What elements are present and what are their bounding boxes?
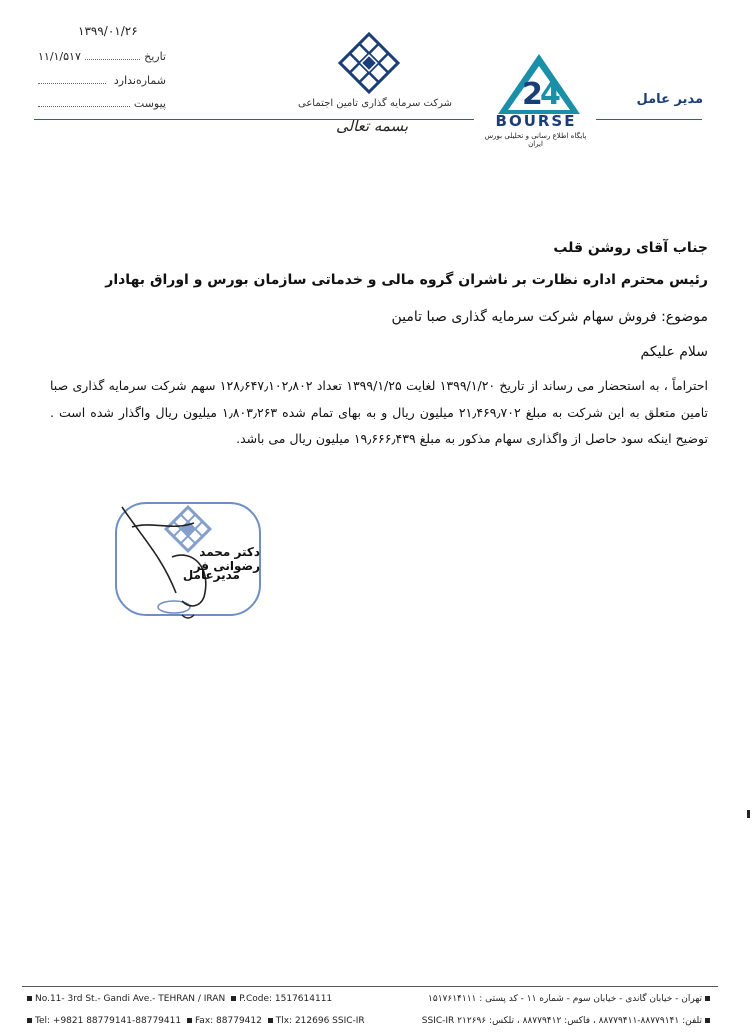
bourse-logo-icon xyxy=(496,52,582,116)
tamin-logo-icon xyxy=(336,30,402,96)
letter-date-handwritten: ۱۳۹۹/۰۱/۲۶ xyxy=(78,24,138,38)
date-value: ۱۱/۱/۵۱۷ xyxy=(38,50,81,63)
attachment-row xyxy=(34,97,166,110)
footer-postcode-text: P.Code: 1517614111 xyxy=(239,994,333,1004)
bourse-wordmark: BOURSE xyxy=(495,112,577,130)
bullet-icon xyxy=(27,1018,32,1023)
footer-contact-en xyxy=(24,1016,365,1026)
footer-contact-fa xyxy=(422,1016,713,1026)
company-name: شرکت سرمایه گذاری تامین اجتماعی xyxy=(297,98,452,109)
date-row xyxy=(34,50,166,63)
bismillah: بسمه تعالی xyxy=(336,117,409,135)
header-divider-left xyxy=(34,119,474,120)
bullet-icon xyxy=(268,1018,273,1023)
header-divider-right xyxy=(596,119,702,120)
number-row xyxy=(34,74,166,87)
bullet-icon xyxy=(187,1018,192,1023)
footer-tel-text: Tel: +9821 88779141-88779411 xyxy=(35,1016,182,1026)
footer-contact-fa-text: تلفن: ۸۸۷۷۹۱۴۱-۸۸۷۷۹۴۱۱ ، فاکس: ۸۸۷۷۹۴۱۲ ، تلکس: SSIC-IR ۲۱۲۶۹۶ xyxy=(421,1016,702,1026)
footer-divider xyxy=(22,986,718,987)
attachment-label: پیوست xyxy=(133,97,166,110)
ceo-office-label: مدیر عامل xyxy=(636,92,703,107)
bullet-icon xyxy=(705,1018,710,1023)
number-label: شماره xyxy=(135,74,166,87)
dotted-line xyxy=(85,58,140,60)
date-label: تاریخ xyxy=(144,50,166,63)
footer-address-text: No.11- 3rd St.- Gandi Ave.- TEHRAN / IRAN xyxy=(35,994,226,1004)
signatory-role: مدیرعامل xyxy=(182,568,240,582)
dotted-line xyxy=(38,105,130,107)
recipient-title: رئیس محترم اداره نظارت بر ناشران گروه مالی و خدماتی سازمان بورس و اوراق بهادار xyxy=(105,272,708,288)
recipient: جناب آقای روشن قلب xyxy=(553,240,708,256)
bullet-icon xyxy=(705,996,710,1001)
greeting: سلام علیکم xyxy=(640,344,708,360)
footer-fax-text: Fax: 88779412 xyxy=(194,1016,262,1026)
footer-address-fa-text: تهران - خیابان گاندی - خیابان سوم - شماره ۱۱ - کد پستی : ۱۵۱۷۶۱۴۱۱۱ xyxy=(428,994,702,1004)
subject-line: موضوع: فروش سهام شرکت سرمایه گذاری صبا تامین xyxy=(391,309,708,325)
number-value: ندارد xyxy=(113,74,136,87)
footer-address-en xyxy=(24,994,332,1004)
footer-address-fa xyxy=(428,994,713,1004)
bullet-icon xyxy=(231,996,236,1001)
footer-telex-text: Tlx: 212696 SSIC-IR xyxy=(275,1016,365,1026)
letter-body-paragraph: احتراماً ، به استحضار می رساند از تاریخ ۱۳۹۹/۱/۲۰ لغایت ۱۳۹۹/۱/۲۵ تعداد ۱۲۸٫۶۴۷٫۱۰۲٫۸۰۲ سهم شرکت سرمایه گذاری صبا تامین متعلق به این شرکت به مبلغ ۲۱٫۴۶۹٫۷۰۲ میلیون ریال و به بهای تمام شده ۱٫۸۰۳٫۲۶۳ میلیون ریال واگذار شده است . توضیح اینکه سود حاصل از واگذاری سهام مذکور به مبلغ ۱۹٫۶۶۶٫۴۳۹ میلیون ریال می باشد. xyxy=(50,378,709,446)
scan-edge-mark xyxy=(747,810,750,818)
svg-text:2: 2 xyxy=(522,77,543,112)
dotted-line xyxy=(38,82,106,84)
bourse-subtitle: پایگاه اطلاع رسانی و تحلیلی بورس ایران xyxy=(484,132,587,148)
svg-text:4: 4 xyxy=(540,77,561,112)
signatory-name: دکتر محمد رضوانی فر xyxy=(193,545,260,573)
bullet-icon xyxy=(27,996,32,1001)
